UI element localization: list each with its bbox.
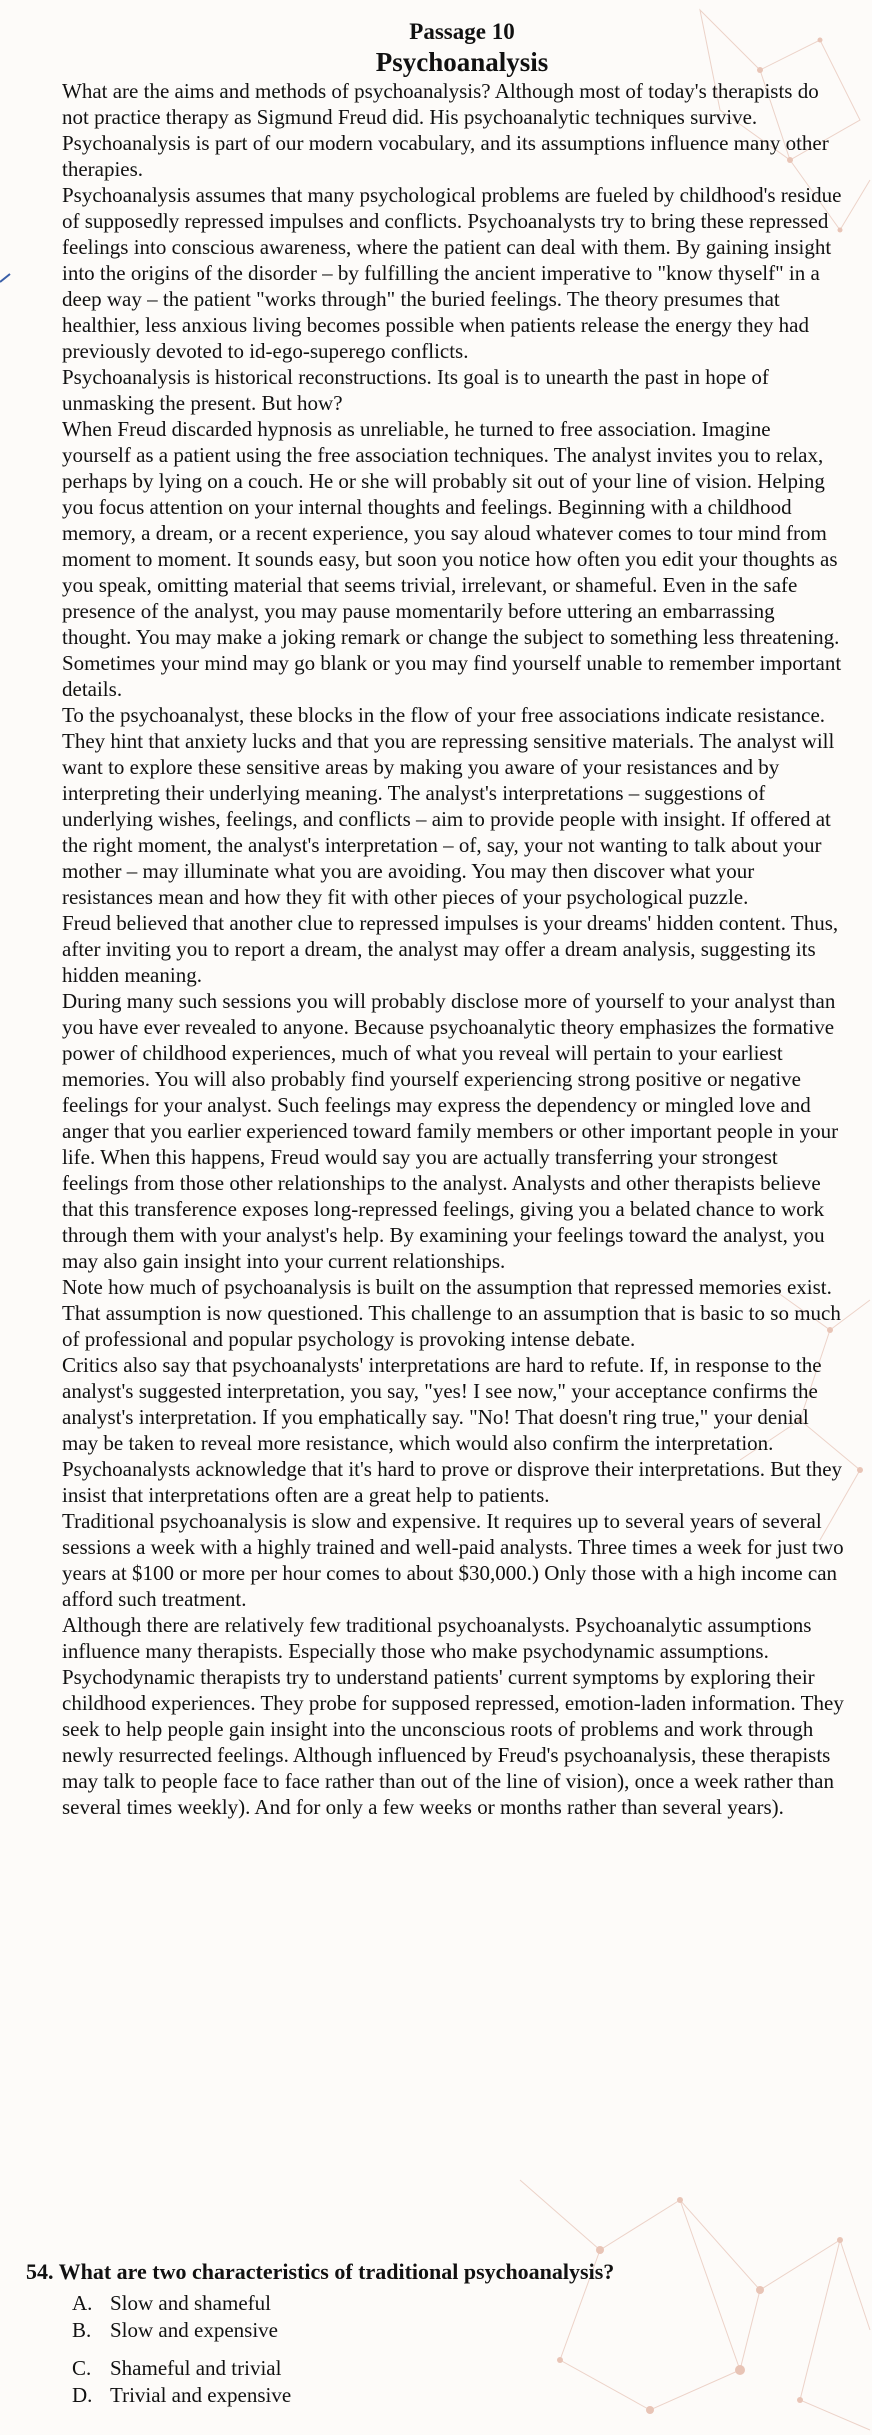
paragraph: Freud believed that another clue to repressed impulses is your dreams' hidden content. Thus, after inviting you to report a dream, the analyst may offer a dream analysis, suggesting its hidden meaning. [62, 911, 839, 987]
paragraph: When Freud discarded hypnosis as unreliable, he turned to free association. Imagine yourself as a patient using the free association techniques. The analyst invites you to relax, perhaps by lying on a couch. He or she will probably sit out of your line of vision. Helping you focus attention on your internal thoughts and feelings. Beginning with a childhood memory, a dream, or a recent experience, you say aloud whatever comes to tour mind from moment to moment. It sounds easy, but soon you notice how often you edit your thoughts as you speak, omitting material that seems trivial, irrelevant, or shameful. Even in the safe presence of the analyst, you may pause momentarily before uttering an embarrassing thought. You may make a joking remark or change the subject to something less threatening. Sometimes your mind may go blank or you may find yourself unable to remember important details. [62, 417, 842, 701]
option-c[interactable] [72, 2355, 772, 2382]
passage-label: Passage 10 [409, 19, 515, 44]
option-a[interactable] [72, 2290, 772, 2317]
paragraph: During many such sessions you will probably disclose more of yourself to your analyst than you have ever revealed to anyone. Because psychoanalytic theory emphasizes the formative power of childhood experiences, much of what you reveal will pertain to your earliest memories. You will also probably find yourself experiencing strong positive or negative feelings for your analyst. Such feelings may express the dependency or mingled love and anger that you earlier experienced toward family members or other important people in your life. When this happens, Freud would say you are actually transferring your strongest feelings from those other relationships to the analyst. Analysts and other therapists believe that this transference exposes long-repressed feelings, giving you a belated chance to work through them with your analyst's help. By examining your feelings toward the analyst, you may also gain insight into your current relationships. [62, 989, 839, 1273]
option-b[interactable] [72, 2317, 772, 2344]
option-letter: C. [72, 2356, 92, 2380]
option-text: Shameful and trivial [110, 2356, 282, 2380]
paragraph: Although there are relatively few traditional psychoanalysts. Psychoanalytic assumptions influence many therapists. Especially those who make psychodynamic assumptions. Psychodynamic therapists try to understand patients' current symptoms by exploring their childhood experiences. They probe for supposed repressed, emotion-laden information. They seek to help people gain insight into the unconscious roots of problems and work through newly resurrected feelings. Although influenced by Freud's psychoanalysis, these therapists may talk to people face to face rather than out of the line of vision), once a week rather than several times weekly). And for only a few weeks or months rather than several years). [62, 1613, 844, 1819]
option-d[interactable] [72, 2382, 772, 2409]
option-text: Trivial and expensive [110, 2383, 292, 2407]
left-edge-mark [0, 274, 10, 282]
option-letter: A. [72, 2291, 93, 2315]
paragraph: Psychoanalysis assumes that many psychological problems are fueled by childhood's residue of supposedly repressed impulses and conflicts. Psychoanalysts try to bring these repressed feelings into conscious awareness, where the patient can deal with them. By gaining insight into the origins of the disorder – by fulfilling the ancient imperative to "know thyself" in a deep way – the patient "works through" the buried feelings. The theory presumes that healthier, less anxious living becomes possible when patients release the energy they had previously devoted to id-ego-superego conflicts. [62, 183, 842, 363]
option-letter: D. [72, 2383, 93, 2407]
answer-options [72, 2290, 772, 2409]
option-letter: B. [72, 2318, 92, 2342]
question-text: 54. What are two characteristics of traditional psychoanalysis? [26, 2259, 615, 2284]
paragraph: To the psychoanalyst, these blocks in the flow of your free associations indicate resistance. They hint that anxiety lucks and that you are repressing sensitive materials. The analyst will want to explore these sensitive areas by making you aware of your resistances and by interpreting their underlying meaning. The analyst's interpretations – suggestions of underlying wishes, feelings, and conflicts – aim to provide people with insight. If offered at the right moment, the analyst's interpretation – of, say, your not wanting to talk about your mother – may illuminate what you are avoiding. You may then discover what your resistances mean and how they fit with other pieces of your psychological puzzle. [62, 703, 835, 909]
paragraph: What are the aims and methods of psychoanalysis? Although most of today's therapists do not practice therapy as Sigmund Freud did. His psychoanalytic techniques survive. Psychoanalysis is part of our modern vocabulary, and its assumptions influence many other therapies. [62, 79, 829, 181]
paragraph: Psychoanalysis is historical reconstructions. Its goal is to unearth the past in hope of unmasking the present. But how? [62, 365, 769, 415]
paragraph: Note how much of psychoanalysis is built on the assumption that repressed memories exist. That assumption is now questioned. This challenge to an assumption that is basic to so much of professional and popular psychology is provoking intense debate. [62, 1275, 841, 1351]
paragraph: Traditional psychoanalysis is slow and expensive. It requires up to several years of several sessions a week with a highly trained and well-paid analysts. Three times a week for just two years at $100 or more per hour comes to about $30,000.) Only those with a high income can afford such treatment. [62, 1509, 844, 1611]
option-text: Slow and expensive [110, 2318, 278, 2342]
paragraph: Critics also say that psychoanalysts' interpretations are hard to refute. If, in response to the analyst's suggested interpretation, you say, "yes! I see now," your acceptance confirms the analyst's interpretation. If you emphatically say. "No! That doesn't ring true," your denial may be taken to reveal more resistance, which would also confirm the interpretation. Psychoanalysts acknowledge that it's hard to prove or disprove their interpretations. But they insist that interpretations often are a great help to patients. [62, 1353, 843, 1507]
option-text: Slow and shameful [110, 2291, 271, 2315]
passage-title: Psychoanalysis [375, 47, 549, 77]
passage-body [62, 78, 844, 1820]
